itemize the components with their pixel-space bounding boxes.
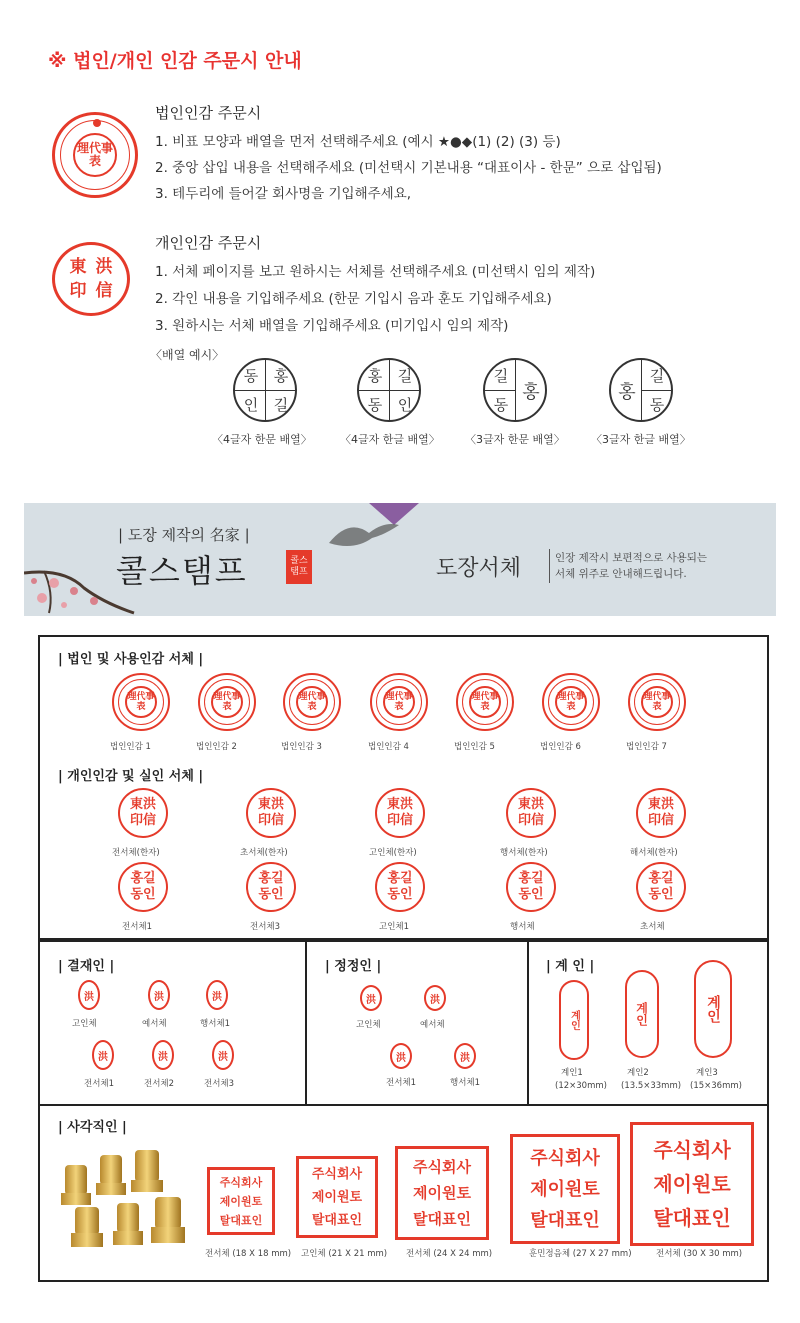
seal-line: 동인	[518, 887, 544, 902]
square-seal	[395, 1146, 489, 1240]
approval-caption: 전서체1	[84, 1079, 115, 1089]
brass-stamps-photo	[55, 1145, 195, 1255]
corporate-line-3: 3. 테두리에 들어갈 회사명을 기입해주세요,	[155, 186, 412, 202]
corp-seal-center: 理代事表	[211, 686, 243, 718]
layout-char: 길	[273, 396, 289, 414]
personal-hangul-seal	[246, 862, 296, 912]
layout-char: 홍	[522, 382, 540, 403]
square-seal	[207, 1167, 275, 1235]
personal-hangul-seal	[636, 862, 686, 912]
square-caption: 전서체 (24 X 24 mm)	[406, 1249, 493, 1259]
personal-seal-char: 印	[69, 281, 87, 301]
personal-hangul-caption: 전서체3	[250, 922, 281, 932]
gyein-size: (12×30mm)	[555, 1081, 607, 1091]
banner-desc-1: 인장 제작시 보편적으로 사용되는	[555, 552, 708, 564]
seal-line: 동인	[258, 887, 284, 902]
personal-hanja-seal	[506, 788, 556, 838]
corp-seal-inner-ring	[289, 679, 335, 725]
corp-seal-caption: 법인인감 5	[454, 742, 495, 752]
corp-seal-caption: 법인인감 7	[626, 742, 667, 752]
page-title: ※ 법인/개인 인감 주문시 안내	[48, 50, 302, 72]
corp-seal-inner-ring	[634, 679, 680, 725]
seal-line: 동인	[387, 887, 413, 902]
seal-line: 홍길	[258, 871, 284, 886]
layout-example-2	[357, 358, 421, 422]
corporate-line-1: 1. 비표 모양과 배열을 먼저 선택해주세요 (예시 ★●◆(1) (2) (3) 등)	[155, 134, 561, 150]
square-title: | 사각직인 |	[58, 1120, 127, 1135]
correction-seal: 洪	[390, 1043, 412, 1069]
corp-seal-image	[112, 673, 170, 731]
personal-hangul-seal	[506, 862, 556, 912]
square-seal-line: 주식회사	[219, 1175, 263, 1189]
corp-seal-caption: 법인인감 3	[281, 742, 322, 752]
correction-caption: 예서체	[420, 1020, 445, 1030]
layout-example-3	[483, 358, 547, 422]
personal-hangul-seal	[375, 862, 425, 912]
personal-hangul-caption: 고인체1	[379, 922, 410, 932]
layout-char: 길	[493, 367, 509, 385]
personal-heading: 개인인감 주문시	[155, 234, 262, 252]
approval-seal: 洪	[152, 1040, 174, 1070]
seal-line: 東洪	[129, 797, 156, 812]
gyein-seal: 계인	[694, 960, 732, 1058]
gyein-name: 계인1	[561, 1068, 583, 1078]
layout-caption-2: 〈4글자 한글 배열〉	[340, 433, 440, 446]
personal-line-3: 3. 원하시는 서체 배열을 기입해주세요 (미기입시 임의 제작)	[155, 318, 509, 334]
seal-line: 印信	[257, 813, 284, 828]
seal-line: 東洪	[386, 797, 413, 812]
approval-seal: 洪	[148, 980, 170, 1010]
seal-line: 동인	[648, 887, 674, 902]
corp-seal-inner-ring	[118, 679, 164, 725]
square-caption: 전서체 (18 X 18 mm)	[205, 1249, 292, 1259]
square-seal	[630, 1122, 754, 1246]
corp-seal-center: 理代事表	[383, 686, 415, 718]
approval-seal: 洪	[92, 1040, 114, 1070]
layout-examples-label: 〈배열 예시〉	[150, 348, 225, 362]
banner-title: 도장서체	[436, 556, 522, 581]
correction-seal: 洪	[424, 985, 446, 1011]
square-seal-line: 제이원토	[653, 1172, 731, 1196]
corp-seal-center: 理代事表	[125, 686, 157, 718]
approval-title: | 결재인 |	[58, 959, 115, 974]
square-seal-line: 제이원토	[530, 1178, 600, 1200]
banner-desc-2: 서체 위주로 안내해드립니다.	[555, 568, 687, 580]
square-seal-line: 탈대표인	[530, 1209, 600, 1231]
corporate-seal-image	[52, 112, 138, 198]
layout-caption-4: 〈3글자 한글 배열〉	[591, 433, 691, 446]
personal-hanja-caption: 고인체(한자)	[369, 848, 417, 858]
layout-char: 동	[243, 367, 259, 385]
gyein-name: 계인3	[696, 1068, 718, 1078]
seal-line: 홍길	[387, 871, 413, 886]
correction-title: | 정정인 |	[325, 959, 382, 974]
layout-caption-1: 〈4글자 한문 배열〉	[212, 433, 312, 446]
approval-caption: 행서체1	[200, 1019, 231, 1029]
approval-seal: 洪	[78, 980, 100, 1010]
seal-line: 홍길	[130, 871, 156, 886]
seal-line: 홍길	[648, 871, 674, 886]
square-seal-line: 탈대표인	[653, 1206, 731, 1230]
layout-char: 인	[397, 396, 413, 414]
layout-example-4	[609, 358, 673, 422]
personal-hanja-caption: 행서체(한자)	[500, 848, 548, 858]
personal-hanja-caption: 초서체(한자)	[240, 848, 288, 858]
layout-example-1	[233, 358, 297, 422]
personal-hangul-caption: 행서체	[510, 922, 535, 932]
seal-line: 東洪	[647, 797, 674, 812]
personal-line-2: 2. 각인 내용을 기입해주세요 (한문 기입시 음과 훈도 기입해주세요)	[155, 291, 552, 307]
personal-line-1: 1. 서체 페이지를 보고 원하시는 서체를 선택해주세요 (미선택시 임의 제작)	[155, 264, 596, 280]
corp-seal-image	[370, 673, 428, 731]
gyein-name: 계인2	[627, 1068, 649, 1078]
banner-tagline: | 도장 제작의 名家 |	[118, 526, 250, 544]
corp-seal-center: 理代事表	[555, 686, 587, 718]
layout-caption-3: 〈3글자 한문 배열〉	[465, 433, 565, 446]
approval-caption: 예서체	[142, 1019, 167, 1029]
banner-divider	[549, 549, 550, 583]
correction-caption: 행서체1	[450, 1078, 481, 1088]
approval-seal: 洪	[206, 980, 228, 1010]
square-seal-line: 주식회사	[653, 1138, 731, 1162]
square-seal	[296, 1156, 378, 1238]
gyein-seal: 계인	[625, 970, 659, 1058]
square-seal-line: 주식회사	[413, 1158, 471, 1176]
corp-seal-inner-ring	[376, 679, 422, 725]
seal-line: 印信	[386, 813, 413, 828]
square-seal	[510, 1134, 620, 1244]
gyein-size: (15×36mm)	[690, 1081, 742, 1091]
personal-hanja-seal	[636, 788, 686, 838]
banner-brand: 콜스탬프	[116, 552, 248, 590]
gyein-size: (13.5×33mm)	[621, 1081, 682, 1091]
approval-caption: 고인체	[72, 1019, 97, 1029]
layout-char: 인	[243, 396, 259, 414]
personal-seal-char: 東	[69, 257, 87, 277]
seal-line: 東洪	[517, 797, 544, 812]
corporate-seal-center: 理代事表	[73, 133, 117, 177]
correction-caption: 전서체1	[386, 1078, 417, 1088]
square-seal-line: 제이원토	[219, 1194, 263, 1208]
corp-seal-image	[283, 673, 341, 731]
layout-char: 홍	[618, 382, 636, 403]
personal-fonts-title: | 개인인감 및 실인 서체 |	[58, 769, 204, 784]
brand-banner	[24, 503, 776, 616]
square-caption: 고인체 (21 X 21 mm)	[301, 1249, 388, 1259]
layout-char: 동	[649, 396, 665, 414]
approval-caption: 전서체3	[204, 1079, 235, 1089]
square-caption: 전서체 (30 X 30 mm)	[656, 1249, 743, 1259]
personal-hanja-caption: 전서체(한자)	[112, 848, 160, 858]
personal-hanja-seal	[375, 788, 425, 838]
corp-seal-inner-ring	[548, 679, 594, 725]
seal-line: 印信	[517, 813, 544, 828]
square-seal-line: 탈대표인	[219, 1213, 263, 1227]
layout-char: 길	[397, 367, 413, 385]
banner-stamp: 콜스 탬프	[286, 550, 312, 584]
correction-seal: 洪	[454, 1043, 476, 1069]
layout-char: 동	[367, 396, 383, 414]
corp-seal-caption: 법인인감 4	[368, 742, 409, 752]
corp-seal-inner-ring	[462, 679, 508, 725]
personal-hanja-seal	[246, 788, 296, 838]
corporate-heading: 법인인감 주문시	[155, 104, 262, 122]
seal-line: 印信	[129, 813, 156, 828]
personal-hangul-seal	[118, 862, 168, 912]
seal-line: 홍길	[518, 871, 544, 886]
personal-seal-char: 洪	[95, 257, 113, 277]
layout-char: 홍	[273, 367, 289, 385]
square-caption: 훈민정음체 (27 X 27 mm)	[529, 1249, 632, 1259]
correction-seal: 洪	[360, 985, 382, 1011]
corp-fonts-title: | 법인 및 사용인감 서체 |	[58, 652, 204, 667]
seal-line: 東洪	[257, 797, 284, 812]
layout-char: 길	[649, 367, 665, 385]
correction-caption: 고인체	[356, 1020, 381, 1030]
square-seal-line: 주식회사	[311, 1166, 363, 1182]
approval-caption: 전서체2	[144, 1079, 175, 1089]
personal-hangul-caption: 초서체	[640, 922, 665, 932]
approval-seal: 洪	[212, 1040, 234, 1070]
seal-line: 印信	[647, 813, 674, 828]
corp-seal-image	[542, 673, 600, 731]
corp-seal-center: 理代事表	[469, 686, 501, 718]
corp-seal-caption: 법인인감 1	[110, 742, 151, 752]
corp-seal-image	[456, 673, 514, 731]
corp-seal-image	[628, 673, 686, 731]
personal-seal-char: 信	[95, 281, 113, 301]
layout-char: 동	[493, 396, 509, 414]
seal-line: 동인	[130, 887, 156, 902]
gyein-seal: 계인	[559, 980, 589, 1060]
gyein-title: | 계 인 |	[546, 959, 595, 974]
square-seal-line: 탈대표인	[413, 1210, 471, 1228]
square-seal-line: 제이원토	[311, 1189, 363, 1205]
corp-seal-center: 理代事表	[296, 686, 328, 718]
square-seal-line: 제이원토	[413, 1184, 471, 1202]
corporate-line-2: 2. 중앙 삽입 내용을 선택해주세요 (미선택시 기본내용 “대표이사 - 한문” 으로 삽입됨)	[155, 160, 662, 176]
corp-seal-image	[198, 673, 256, 731]
corp-seal-inner-ring	[204, 679, 250, 725]
corp-seal-caption: 법인인감 2	[196, 742, 237, 752]
square-seal-line: 주식회사	[530, 1147, 600, 1169]
corp-seal-center: 理代事表	[641, 686, 673, 718]
layout-char: 홍	[367, 367, 383, 385]
corp-seal-caption: 법인인감 6	[540, 742, 581, 752]
personal-seal-image	[52, 242, 130, 316]
personal-hanja-caption: 해서체(한자)	[630, 848, 678, 858]
crane-bird	[324, 513, 404, 553]
personal-hangul-caption: 전서체1	[122, 922, 153, 932]
personal-hanja-seal	[118, 788, 168, 838]
square-seal-line: 탈대표인	[311, 1212, 363, 1228]
